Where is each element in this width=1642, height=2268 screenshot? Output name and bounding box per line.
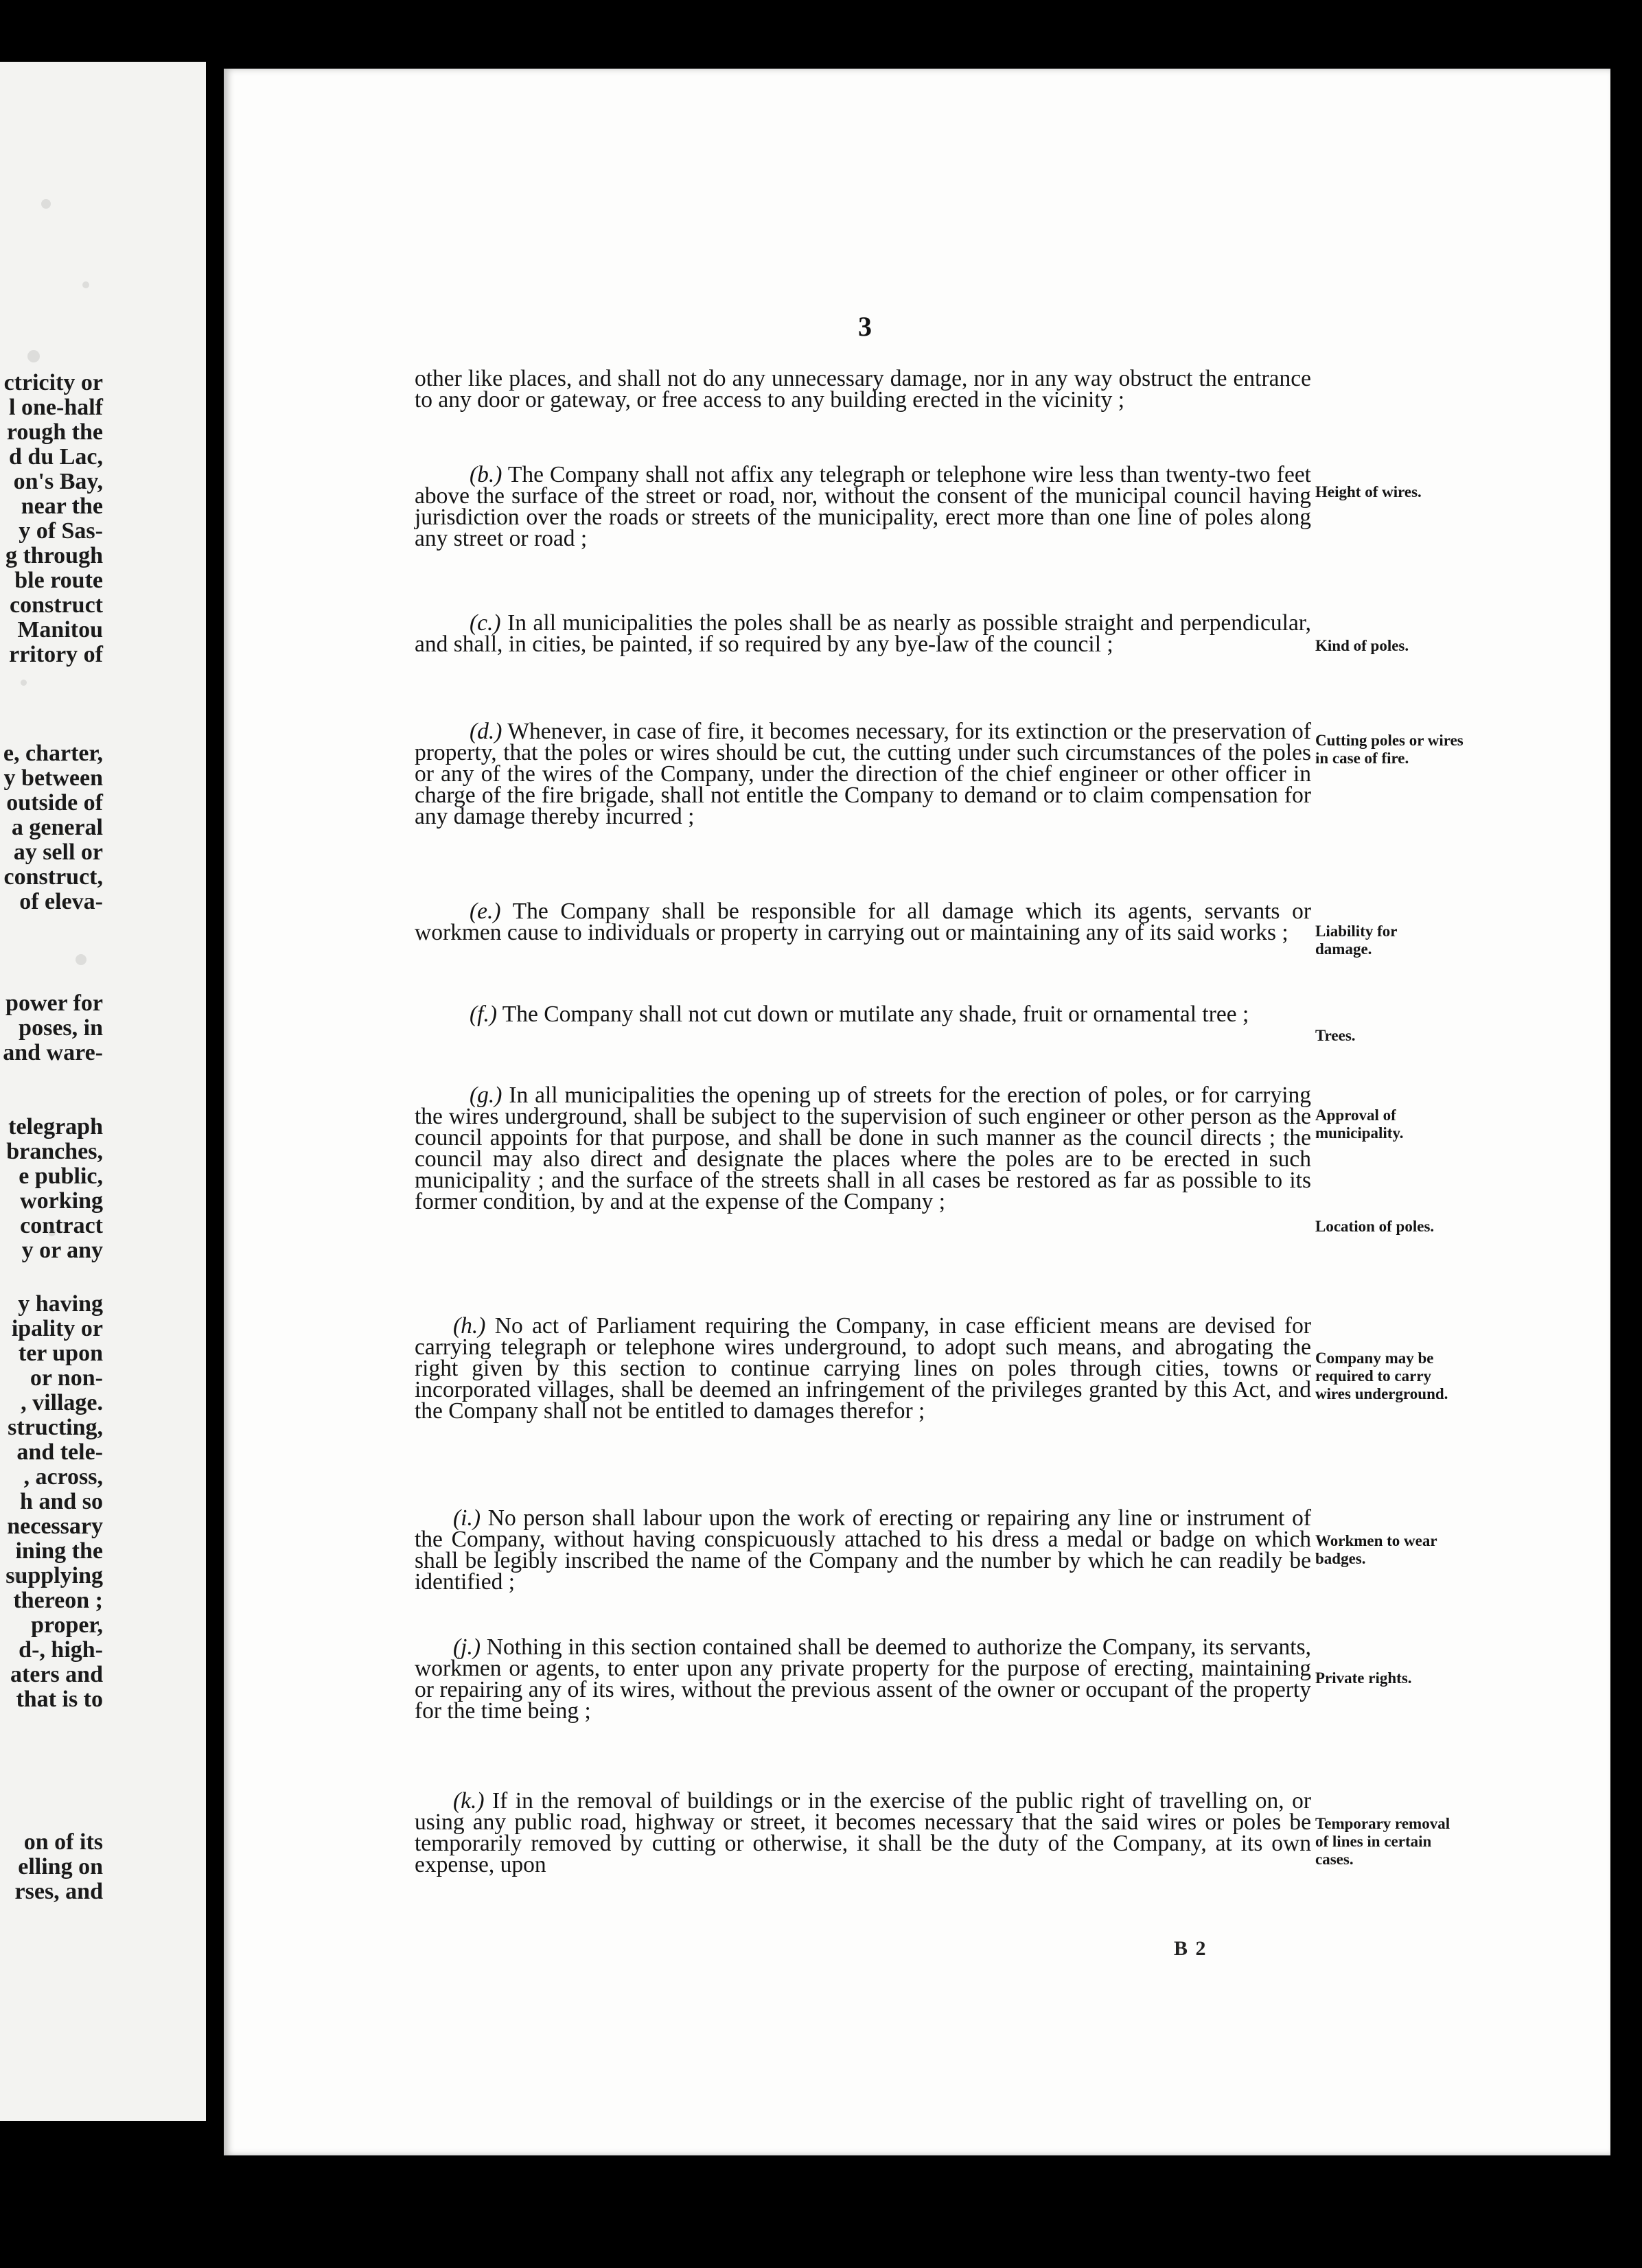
margin-note-approval: Approval of municipality. — [1315, 1107, 1404, 1142]
paragraph-d — [415, 721, 1311, 827]
paragraph-label: (e.) — [470, 899, 501, 924]
left-page-text-line: contract — [20, 1213, 103, 1238]
left-page-text-line: e public, — [19, 1164, 103, 1189]
paragraph-g — [415, 1085, 1311, 1212]
left-page-text-line: y between — [3, 765, 103, 791]
paragraph-e — [415, 901, 1311, 943]
margin-note-workmen-badges: Workmen to wear badges. — [1315, 1532, 1437, 1567]
signature-mark: B 2 — [1174, 1937, 1207, 1960]
left-page-text-line: ter upon — [18, 1341, 103, 1366]
margin-note-liability: Liability for damage. — [1315, 923, 1398, 958]
left-page-text-line: telegraph — [8, 1114, 103, 1139]
left-page-text-line: supplying — [5, 1563, 103, 1588]
paper-speck — [76, 954, 86, 965]
left-page-text-line: ipality or — [11, 1316, 103, 1341]
paragraph-f — [415, 1004, 1311, 1025]
paragraph-text: The Company shall not cut down or mutilate any shade, fruit or ornamental tree ; — [502, 1002, 1249, 1027]
left-page-text-line: near the — [21, 494, 103, 519]
paragraph-text: Whenever, in case of fire, it becomes necessary, for its extinction or the preservation of property, that the poles or wires should be cut, the cutting under such circumstances of the poles or any of the wires of the Company, under the direction of the chief engineer or other officer in charge of the fire brigade, shall not entitle the Company to demand or to claim compensation for any damage thereby incurred ; — [415, 719, 1311, 829]
paper-speck — [21, 680, 27, 686]
left-page-text-line: rough the — [6, 419, 103, 445]
paragraph-h — [415, 1315, 1311, 1422]
left-page-text-line: structing, — [8, 1415, 103, 1440]
left-page-text-line: d du Lac, — [9, 444, 103, 470]
left-page-text-line: power for — [5, 991, 103, 1016]
paragraph-text: In all municipalities the poles shall be as nearly as possible straight and perpendicular, and shall, in cities, be painted, if so required by any bye-law of the council ; — [415, 610, 1311, 657]
paragraph-label: (c.) — [470, 610, 501, 636]
left-page-text-line: e, charter, — [3, 741, 103, 766]
paragraph-label: (i.) — [453, 1505, 481, 1531]
left-page-text-line: and tele- — [16, 1439, 103, 1465]
paragraph-text: The Company shall not affix any telegraph or telephone wire less than twenty-two feet above the surface of the street or road, nor, without the consent of the municipal council having jurisdiction over the roads or streets of the municipality, erect more than one line of poles along any street or road ; — [415, 462, 1311, 551]
paragraph-label: (g.) — [470, 1083, 502, 1108]
margin-note-trees: Trees. — [1315, 1027, 1356, 1044]
margin-note-height-of-wires: Height of wires. — [1315, 483, 1422, 500]
left-page-text-line: working — [20, 1188, 103, 1214]
paragraph-text: In all municipalities the opening up of streets for the erection of poles, or for carrying the wires underground, shall be subject to the supervision of such engineer or other person as the council appoints for that purpose, and shall be done in such manner as the council directs ; the council may also direct and designate the places where the poles are to be erected in such municipality ; and the surface of the streets shall in all cases be restored as far as possible to its former condition, by and at the expense of the Company ; — [415, 1083, 1311, 1214]
left-page-text-line: rses, and — [14, 1879, 103, 1904]
left-page-text-line: that is to — [16, 1687, 103, 1712]
paragraph-label: (b.) — [470, 462, 502, 487]
paragraph-text: No act of Parliament requiring the Company, in case efficient means are devised for carrying telegraph or telephone wires underground, to adopt such means, and abrogating the right given by this section to continue carrying lines on poles through cities, towns or incorporated villages, shall be deemed an infringement of the privileges granted by this Act, and the Company shall not be entitled to damages therefor ; — [415, 1313, 1311, 1424]
left-page-text-line: elling on — [18, 1854, 103, 1879]
left-page-text-line: y or any — [21, 1238, 103, 1263]
left-page-text-line: y having — [18, 1291, 103, 1317]
paragraph-label: (j.) — [453, 1634, 481, 1660]
margin-note-underground: Company may be required to carry wires underground. — [1315, 1350, 1448, 1402]
margin-note-location-of-poles: Location of poles. — [1315, 1218, 1435, 1235]
left-page-text-line: ble route — [14, 568, 103, 593]
left-page-text-line: ctricity or — [3, 370, 103, 395]
left-page-text-line: poses, in — [19, 1015, 103, 1041]
left-page-text-line: a general — [11, 815, 103, 840]
left-page-text-line: necessary — [7, 1514, 103, 1539]
paper-speck — [62, 474, 70, 482]
paragraph-text: If in the removal of buildings or in the exercise of the public right of travelling on, or using any public road, highway or street, it becomes necessary that the said wires or poles be temporarily removed by cutting or otherwise, it shall be the duty of the Company, at its own expense, upon — [415, 1788, 1312, 1877]
paragraph-label: (k.) — [453, 1788, 485, 1814]
paragraph-text: No person shall labour upon the work of erecting or repairing any line or instrument of the Company, without having conspicuously attached to his dress a medal or badge on which shall be legibly inscribed the name of the Company and the number by which he can readily be identified ; — [415, 1505, 1311, 1595]
paragraph-c — [415, 612, 1311, 655]
page-number: 3 — [858, 311, 872, 342]
left-page-text-line: on of its — [23, 1829, 103, 1855]
left-page-text-line: thereon ; — [13, 1588, 103, 1613]
left-page-text-line: d-, high- — [19, 1637, 103, 1663]
paragraph-j — [415, 1636, 1311, 1722]
left-page-text-line: proper, — [31, 1612, 103, 1638]
left-page-text-line: construct, — [3, 864, 103, 890]
paper-speck — [48, 1229, 56, 1236]
paragraph-i — [415, 1507, 1311, 1593]
left-page-text-line: ining the — [15, 1538, 103, 1564]
margin-note-kind-of-poles: Kind of poles. — [1315, 637, 1409, 654]
paper-speck — [27, 350, 40, 362]
left-page-text-line: or non- — [30, 1365, 103, 1391]
paragraph-text: other like places, and shall not do any unnecessary damage, nor in any way obstruct the entrance to any door or gateway, or free access to any building erected in the vicinity ; — [415, 366, 1311, 413]
paragraph-continuation — [415, 366, 1311, 413]
left-page-text-line: aters and — [10, 1662, 103, 1687]
left-page-text-line: of eleva- — [19, 889, 103, 914]
left-page-text-line: rritory of — [9, 642, 103, 667]
paragraph-b — [415, 464, 1311, 549]
paragraph-label: (h.) — [453, 1313, 486, 1339]
left-page-text-line: g through — [5, 543, 103, 568]
paper-speck — [82, 281, 89, 288]
left-page-text-line: outside of — [6, 790, 103, 815]
paper-speck — [14, 1572, 23, 1581]
left-page-text-line: Manitou — [17, 617, 103, 643]
margin-note-temporary-removal: Temporary removal of lines in certain cases. — [1315, 1815, 1450, 1868]
paragraph-label: (f.) — [470, 1002, 497, 1027]
left-page-text-line: , village. — [21, 1390, 103, 1415]
paragraph-k — [415, 1790, 1311, 1875]
paragraph-text: Nothing in this section contained shall be deemed to authorize the Company, its servants, workmen or agents, to enter upon any private property for the purpose of erecting, maintaining or repairing any of its wires, without the previous assent of the owner or occupant of the property for the time being ; — [415, 1634, 1311, 1724]
left-page-text-line: ay sell or — [13, 840, 103, 865]
left-page-text-line: y of Sas- — [19, 518, 103, 544]
left-facing-page — [0, 62, 206, 2121]
left-page-text-line: construct — [10, 592, 103, 618]
left-page-text-line: , across, — [23, 1464, 103, 1490]
left-page-text-line: l one-half — [9, 395, 103, 420]
margin-note-cutting-poles: Cutting poles or wires in case of fire. — [1315, 732, 1464, 767]
left-page-text-line: branches, — [6, 1139, 103, 1164]
left-page-text-line: on's Bay, — [13, 469, 103, 494]
paper-speck — [41, 199, 51, 209]
margin-note-private-rights: Private rights. — [1315, 1669, 1412, 1687]
paragraph-text: The Company shall be responsible for all damage which its agents, servants or workmen cause to individuals or property in carrying out or maintaining any of its said works ; — [415, 899, 1311, 945]
left-page-text-line: h and so — [20, 1489, 103, 1514]
left-page-text-line: and ware- — [3, 1040, 103, 1065]
paragraph-label: (d.) — [470, 719, 502, 744]
